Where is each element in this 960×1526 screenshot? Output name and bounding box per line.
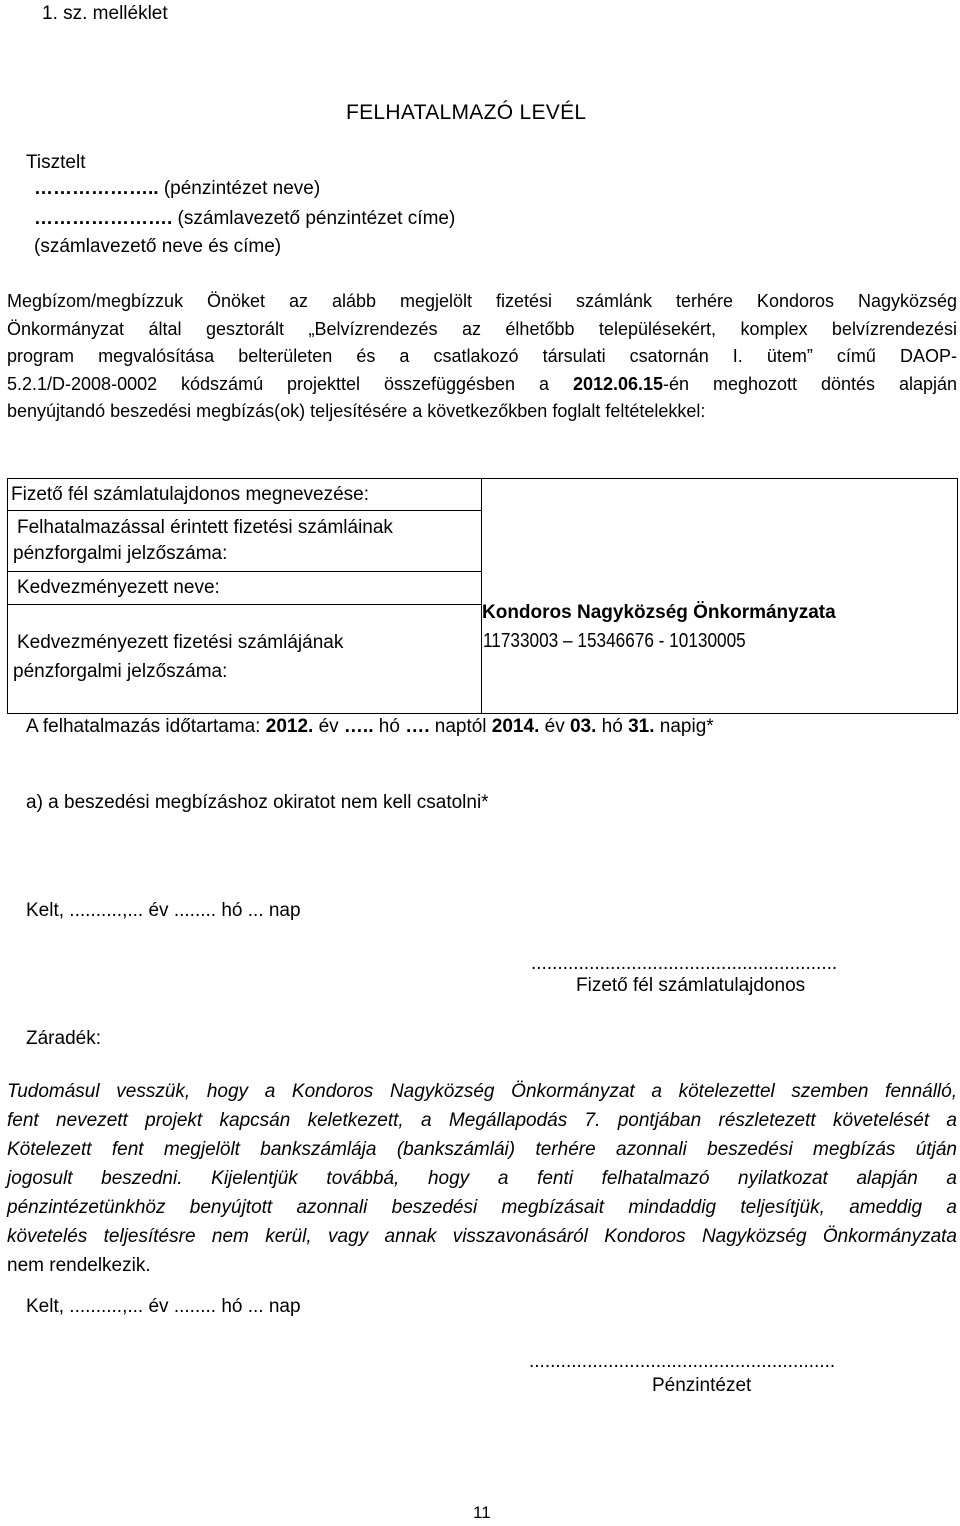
year-word: év bbox=[313, 716, 344, 737]
start-day-blank: …. bbox=[405, 716, 430, 737]
month-word: hó bbox=[373, 716, 406, 737]
paragraph-line: program megvalósítása belterületen és a csatlakozó társulati csatornán I. ütem” című DAOP- bbox=[7, 346, 957, 366]
bank-address-dots: …………………. bbox=[34, 208, 173, 229]
payer-account-label-line2: pénzforgalmi jelzőszáma: bbox=[13, 543, 228, 564]
clause-label: Záradék: bbox=[26, 1028, 101, 1049]
bank-address-line bbox=[34, 205, 455, 232]
clause-line: jogosult beszedni. Kijelentjük továbbá, hogy a fenti felhatalmazó nyilatkozat alapján a bbox=[7, 1168, 957, 1189]
account-holder-line: (számlavezető neve és címe) bbox=[34, 236, 282, 257]
bank-signature-line: .......................................................... bbox=[529, 1351, 836, 1372]
paragraph-text: 5.2.1/D-2008-0002 kódszámú projekttel összefüggésben a bbox=[7, 373, 573, 394]
beneficiary-account-value: 11733003 – 15346676 - 10130005 bbox=[483, 630, 746, 652]
project-title-start: „Belvízrendezés az élhetőbb településekért, komplex belvízrendezési bbox=[308, 318, 957, 339]
bank-address-label: (számlavezető pénzintézet címe) bbox=[172, 208, 456, 229]
account-info-table bbox=[7, 478, 957, 713]
end-day: 31. bbox=[628, 716, 655, 737]
from-word: naptól bbox=[429, 716, 492, 737]
authorization-paragraph bbox=[7, 288, 957, 426]
paragraph-line: benyújtandó beszedési megbízás(ok) teljesítésére a következőkben foglalt feltételekkel: bbox=[7, 401, 706, 421]
beneficiary-name-value: Kondoros Nagyközség Önkormányzata bbox=[482, 602, 836, 623]
table-row-divider bbox=[7, 604, 482, 605]
payer-account-label-line1: Felhatalmazással érintett fizetési számláinak bbox=[17, 517, 393, 538]
until-word: napig* bbox=[654, 716, 714, 737]
beneficiary-account-label-line2: pénzforgalmi jelzőszáma: bbox=[13, 661, 228, 682]
payer-signature-line: .......................................................... bbox=[531, 953, 838, 974]
end-year: 2014. bbox=[491, 716, 540, 737]
paragraph-text: -én meghozott döntés alapján bbox=[663, 373, 957, 394]
payer-signature-label: Fizető fél számlatulajdonos bbox=[576, 975, 806, 996]
beneficiary-account-label-line1: Kedvezményezett fizetési számlájának bbox=[17, 632, 344, 653]
year-word: év bbox=[539, 716, 570, 737]
payer-name-label: Fizető fél számlatulajdonos megnevezése: bbox=[11, 484, 370, 505]
clause-line: fent nevezett projekt kapcsán keletkezett, a Megállapodás 7. pontjában részletezett követelését a bbox=[7, 1110, 957, 1131]
paragraph-line: Megbízom/megbízzuk Önöket az alább megjelölt fizetési számlánk terhére Kondoros Nagyközség bbox=[7, 291, 957, 311]
clause-line: követelés teljesítésre nem kerül, vagy annak visszavonásáról Kondoros Nagyközség Önkormányzata bbox=[7, 1226, 957, 1247]
salutation: Tisztelt bbox=[26, 152, 86, 173]
bank-name-label: (pénzintézet neve) bbox=[158, 178, 321, 199]
authorization-period bbox=[26, 713, 714, 740]
bank-name-dots: ……………….. bbox=[34, 178, 159, 199]
clause-line: Tudomásul vesszük, hogy a Kondoros Nagyközség Önkormányzat a kötelezettel szemben fennálló, bbox=[7, 1081, 957, 1102]
period-label: A felhatalmazás időtartama: bbox=[26, 716, 266, 737]
paragraph-text: Önkormányzat által gesztorált bbox=[7, 318, 309, 339]
clause-line: nem rendelkezik. bbox=[7, 1255, 151, 1276]
date-place-line: Kelt, ..........,... év ........ hó ... nap bbox=[26, 900, 301, 921]
no-document-clause: a) a beszedési megbízáshoz okiratot nem kell csatolni* bbox=[26, 792, 489, 813]
page-number: 11 bbox=[473, 1503, 491, 1522]
paragraph-line bbox=[7, 371, 957, 399]
table-row-divider bbox=[7, 510, 482, 511]
beneficiary-name-label: Kedvezményezett neve: bbox=[17, 577, 220, 598]
end-month: 03. bbox=[569, 716, 597, 737]
month-word: hó bbox=[596, 716, 629, 737]
decision-date: 2012.06.15 bbox=[572, 373, 664, 394]
clause-line: Kötelezett fent megjelölt bankszámlája (bankszámlái) terhére azonnali beszedési megbízás útján bbox=[7, 1139, 957, 1160]
clause-paragraph bbox=[7, 1077, 957, 1280]
document-title: FELHATALMAZÓ LEVÉL bbox=[346, 101, 587, 124]
table-column-divider bbox=[481, 478, 482, 713]
clause-line: pénzintézetünkhöz benyújtott azonnali beszedési megbízásait mindaddig teljesítjük, ameddig a bbox=[7, 1197, 957, 1218]
start-year: 2012. bbox=[265, 716, 314, 737]
date-place-line-2: Kelt, ..........,... év ........ hó ... nap bbox=[26, 1296, 301, 1317]
annex-label: 1. sz. melléklet bbox=[42, 3, 168, 24]
bank-name-line bbox=[34, 175, 320, 202]
paragraph-line bbox=[7, 316, 957, 344]
table-row-divider bbox=[7, 571, 482, 572]
start-month-blank: ….. bbox=[343, 716, 374, 737]
bank-signature-label: Pénzintézet bbox=[652, 1375, 752, 1396]
